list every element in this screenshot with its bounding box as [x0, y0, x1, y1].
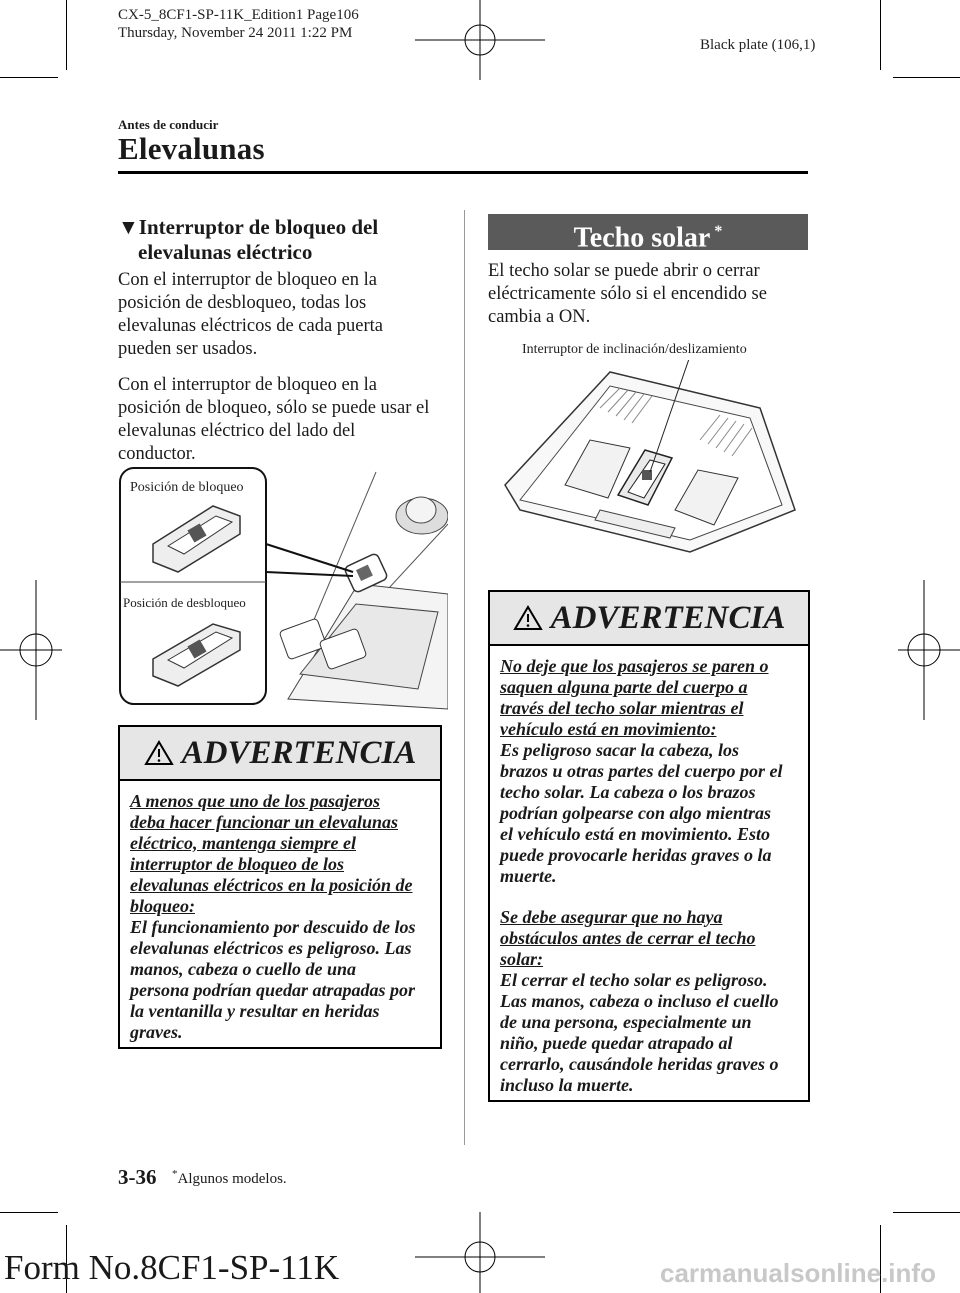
lock-position-label: Posición de bloqueo: [130, 480, 244, 495]
page-number: 3-36: [118, 1165, 157, 1189]
registration-mark-left: [0, 580, 62, 720]
asterisk-icon: *: [714, 223, 723, 240]
warning-box-window-lock: [118, 725, 442, 1049]
crop-mark: [893, 77, 960, 78]
registration-mark-right: [898, 580, 960, 720]
section-band-sunroof: Techo solar *: [488, 214, 808, 250]
crop-mark: [0, 77, 58, 78]
column-divider: [464, 210, 465, 1145]
warning-triangle-icon: [144, 740, 174, 766]
warning-title: ADVERTENCIA: [550, 599, 786, 636]
title-rule: [118, 171, 808, 174]
print-plate: Black plate (106,1): [700, 37, 816, 53]
paragraph-lock: Con el interruptor de bloqueo en la posición de bloqueo, sólo se puede usar el elevalunas eléctrico del lado del conductor.: [118, 375, 430, 464]
chapter-title: Elevalunas: [118, 131, 265, 166]
form-number: Form No.8CF1-SP-11K: [4, 1248, 340, 1287]
unlock-position-label: Posición de desbloqueo: [123, 595, 246, 610]
window-lock-switch-figure: [118, 464, 448, 714]
subsection-heading: ▼Interruptor de bloqueo del elevalunas eléctrico: [118, 215, 379, 264]
crop-mark: [0, 1212, 58, 1213]
paragraph-sunroof: El techo solar se puede abrir o cerrar eléctricamente sólo si el encendido se cambia a ON.: [488, 261, 767, 327]
asterisk-icon: *: [172, 1168, 178, 1180]
tilt-slide-switch-label: Interruptor de inclinación/deslizamiento: [522, 342, 747, 357]
registration-mark-top: [415, 0, 545, 80]
watermark: carmanualsonline.info: [660, 1258, 936, 1288]
warning-triangle-icon: [513, 605, 543, 631]
warning-text: No deje que los pasajeros se paren o saquen alguna parte del cuerpo a través del techo solar mientras el vehículo está en movimiento: Es peligroso sacar la cabeza, los brazos u otras partes del cuerpo por el techo solar. La cabeza o los brazos podrían golpearse con algo mientras el vehículo está en movimiento. Esto puede provocarle heridas graves o la muerte. Se debe asegurar que no haya obstáculos antes de cerrar el techo solar: El cerrar el techo solar es peligroso. Las manos, cabeza o incluso el cuello de una persona, especialmente un niño, puede quedar atrapado al cerrarlo, causándole heridas graves o incluso la muerte.: [500, 656, 783, 1095]
warning-box-sunroof: [488, 590, 810, 1102]
crop-mark: [893, 1212, 960, 1213]
warning-text: A menos que uno de los pasajeros deba hacer funcionar un elevalunas eléctrico, mantenga siempre el interruptor de bloqueo de los elevalunas eléctricos en la posición de bloqueo: El funcionamiento por descuido de los elevalunas eléctricos es peligroso. Las manos, cabeza o cuello de una persona podrían quedar atrapadas por la ventanilla y resultar en heridas graves.: [130, 791, 416, 1042]
warning-header: [490, 592, 808, 646]
print-file-info: CX-5_8CF1-SP-11K_Edition1 Page106: [118, 7, 359, 23]
registration-mark-bottom: [415, 1212, 545, 1293]
warning-title: ADVERTENCIA: [181, 734, 417, 771]
paragraph-unlock: Con el interruptor de bloqueo en la posición de desbloqueo, todas los elevalunas eléctricos de cada puerta pueden ser usados.: [118, 270, 384, 359]
warning-header: [120, 727, 440, 781]
footnote: *Algunos modelos.: [172, 1168, 287, 1187]
section-label: Antes de conducir: [118, 117, 219, 132]
triangle-icon: ▼: [118, 215, 139, 239]
print-timestamp: Thursday, November 24 2011 1:22 PM: [118, 25, 353, 41]
sunroof-console-figure: [500, 360, 800, 560]
crop-mark: [66, 0, 67, 70]
crop-mark: [880, 0, 881, 70]
